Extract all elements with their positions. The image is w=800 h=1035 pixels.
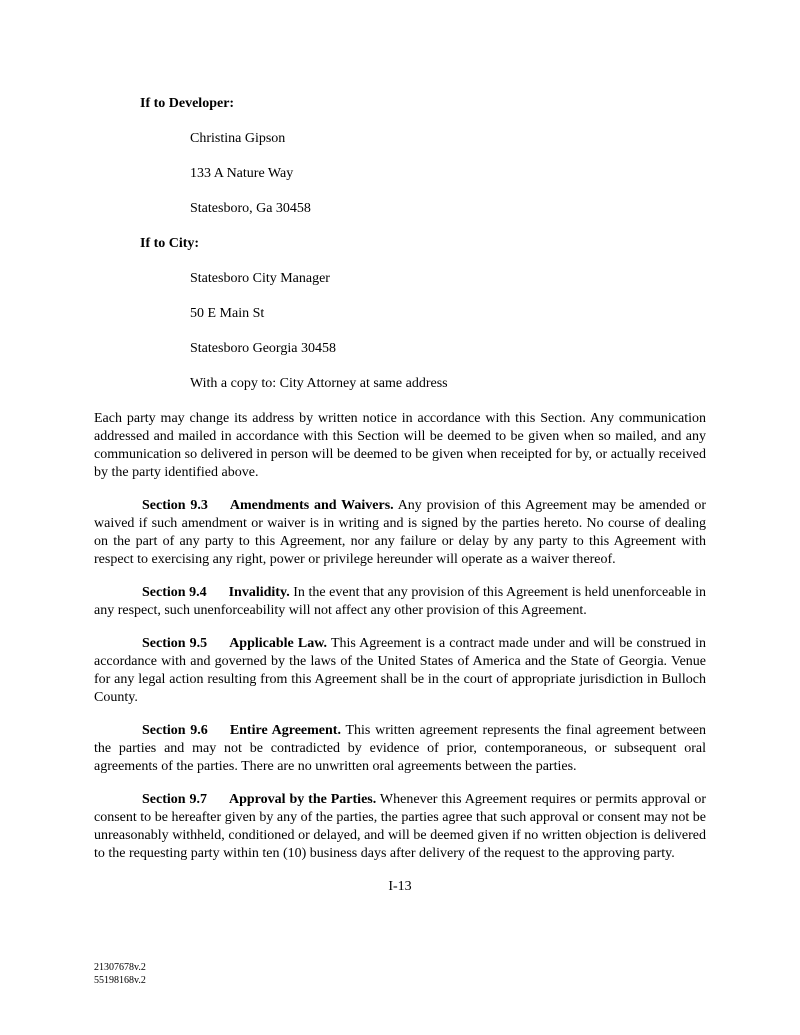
section-9-4-title: Invalidity. [228, 585, 290, 600]
section-9-5 [94, 635, 706, 707]
section-9-6-label: Section 9.6 [142, 723, 208, 738]
section-9-5-title: Applicable Law. [229, 636, 328, 651]
developer-address-street: 133 A Nature Way [190, 166, 294, 181]
notice-address-blocks [94, 95, 706, 393]
section-9-4-label: Section 9.4 [142, 585, 207, 600]
section-9-4 [94, 584, 706, 620]
developer-address-name: Christina Gipson [190, 131, 286, 146]
section-9-7-title: Approval by the Parties. [228, 792, 377, 807]
section-9-7-label: Section 9.7 [142, 792, 207, 807]
section-9-7 [94, 791, 706, 863]
section-9-5-body: This Agreement is a contract made under and will be construed in accordance with and governed by the laws of the United States of America and the State of Georgia. Venue for any legal action resulting from this Agreement shall be in the court of appropriate jurisdiction in Bulloch County. [94, 636, 706, 705]
page-number: I-13 [388, 879, 412, 894]
city-address-city: Statesboro Georgia 30458 [190, 341, 336, 356]
document-version-numbers [94, 961, 146, 987]
developer-address-city: Statesboro, Ga 30458 [190, 201, 311, 216]
city-address-street: 50 E Main St [190, 306, 265, 321]
section-9-3-label: Section 9.3 [142, 498, 208, 513]
developer-address-heading: If to Developer: [140, 96, 235, 111]
section-9-6 [94, 722, 706, 776]
section-9-3-body: Any provision of this Agreement may be amended or waived if such amendment or waiver is in writing and is signed by the parties hereto. No course of dealing on the part of any party to this Agreement, nor any failure or delay by any party to this Agreement with respect to exercising any right, power or privilege hereunder will operate as a waiver thereof. [94, 498, 706, 567]
section-9-4-body: In the event that any provision of this Agreement is held unenforceable in any respect, such unenforceability will not affect any other provision of this Agreement. [94, 585, 706, 618]
document-version-1: 21307678v.2 [94, 962, 146, 973]
section-9-5-label: Section 9.5 [142, 636, 208, 651]
document-version-2: 55198168v.2 [94, 975, 146, 986]
city-address-heading: If to City: [140, 236, 200, 251]
section-9-3 [94, 497, 706, 569]
notice-change-paragraph: Each party may change its address by written notice in accordance with this Section. Any communication addressed and mailed in accordance with this Section will be deemed to be given when so mailed, and any communication so delivered in person will be deemed to be given when receipted for by, or actually received by the party identified above. [94, 411, 706, 480]
section-9-7-body: Whenever this Agreement requires or permits approval or consent to be hereafter given by any of the parties, the parties agree that such approval or consent may not be unreasonably withheld, conditioned or delayed, and will be deemed given if no written objection is delivered to the requesting party within ten (10) business days after delivery of the request to the approving party. [94, 792, 706, 861]
section-9-6-body: This written agreement represents the final agreement between the parties and may not be contradicted by evidence of prior, contemporaneous, or subsequent oral agreements of the parties. There are no unwritten oral agreements between the parties. [94, 723, 706, 774]
city-address-name: Statesboro City Manager [190, 271, 330, 286]
section-9-3-title: Amendments and Waivers. [229, 498, 394, 513]
section-9-6-title: Entire Agreement. [229, 723, 341, 738]
city-address-copy-note: With a copy to: City Attorney at same address [190, 376, 448, 391]
